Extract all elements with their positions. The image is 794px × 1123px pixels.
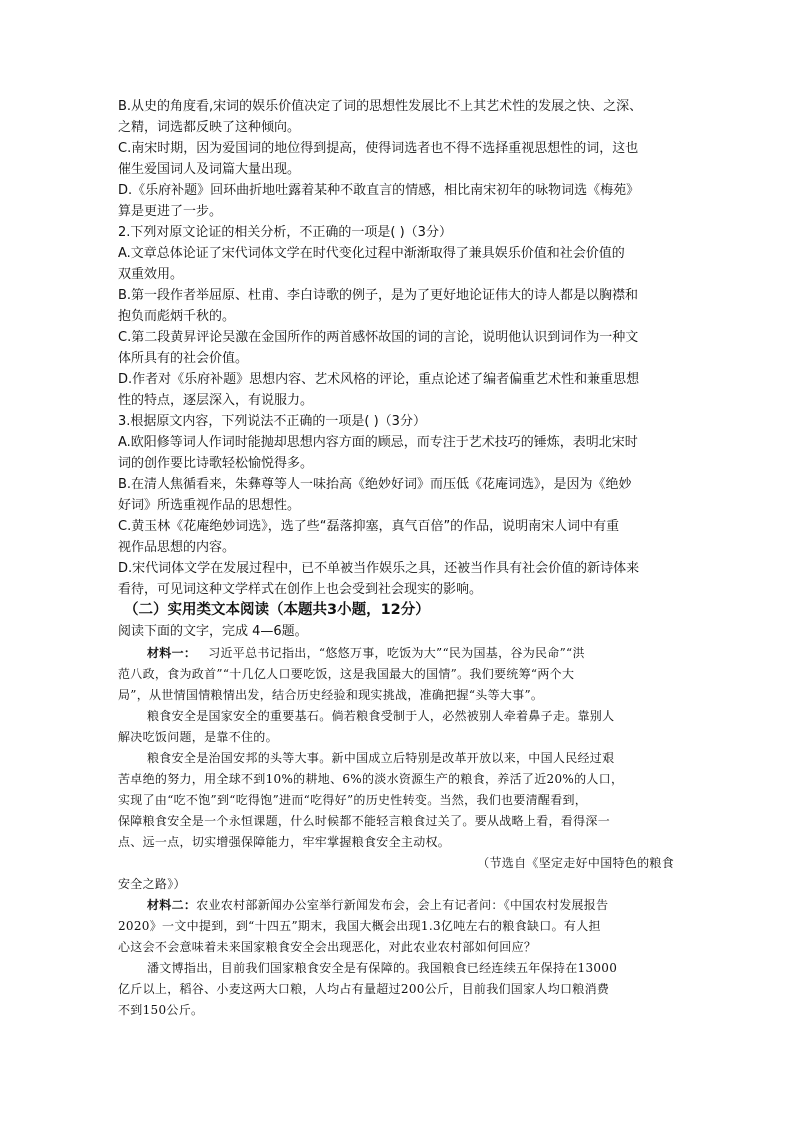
q3-option-a-line-2: 词的创作要比诗歌轻松愉悦得多。: [118, 456, 314, 471]
option-c-line-1: C.南宋时期，因为爱国词的地位得到提高，使得词选者也不得不选择重视思想性的词，这也: [118, 141, 639, 156]
q3-option-d-line-1: D.宋代词体文学在发展过程中，已不单被当作娱乐之具，还被当作具有社会价值的新诗体来: [118, 561, 640, 576]
material1-line-4: 粮食安全是国家安全的重要基石。倘若粮食受制于人，必然被别人牵着鼻子走。靠别人: [147, 709, 615, 723]
q3-option-c-line-1: C.黄玉林《花庵绝妙词选》，选了些“磊落抑塞，真气百倍”的作品，说明南宋人词中有重: [118, 519, 620, 534]
material1-source-1: （节选自《坚定走好中国特色的粮食: [477, 856, 674, 870]
q3-option-c-line-2: 视作品思想的内容。: [118, 540, 236, 555]
material1-first-line: [147, 645, 707, 661]
material2-line-3: 心这会不会意味着未来国家粮食安全会出现恶化，对此农业农村部如何回应？: [118, 940, 537, 954]
material1-line-6: 粮食安全是治国安邦的头等大事。新中国成立后特别是改革开放以来，中国人民经过艰: [147, 751, 615, 765]
material1-line-7: 苦卓绝的努力，用全球不到10%的耕地、6%的淡水资源生产的粮食，养活了近20%的人口，: [118, 772, 624, 786]
option-c-line-2: 催生爱国词人及词篇大量出现。: [118, 162, 301, 177]
material1-line-9: 保障粮食安全是一个永恒课题，什么时候都不能轻言粮食过关了。要从战略上看，看得深一: [118, 814, 611, 828]
q2-option-b-line-1: B.第一段作者举屈原、杜甫、李白诗歌的例子，是为了更好地论证伟大的诗人都是以胸襟和: [118, 288, 639, 303]
q3-option-b-line-2: 好词》所选重视作品的思想性。: [118, 498, 301, 513]
instruction: 阅读下面的文字，完成 4—6题。: [118, 624, 308, 639]
option-b-line-1: B.从史的角度看,宋词的娱乐价值决定了词的思想性发展比不上其艺术性的发展之快、之深、: [118, 99, 643, 114]
option-d-line-1: D.《乐府补题》回环曲折地吐露着某种不敢直言的情感，相比南宋初年的咏物词选《梅苑》: [118, 183, 640, 198]
option-b-line-2: 之精，词选都反映了这种倾向。: [118, 120, 301, 135]
q2-option-d-line-1: D.作者对《乐府补题》思想内容、艺术风格的评论，重点论述了编者偏重艺术性和兼重思想: [118, 372, 640, 387]
q2-option-a-line-2: 双重效用。: [118, 267, 184, 282]
q2-option-d-line-2: 性的特点，逐层深入，有说服力。: [118, 393, 314, 408]
option-d-line-2: 算是更进了一步。: [118, 204, 223, 219]
material2-line-6: 不到150公斤。: [118, 1003, 204, 1017]
section-heading: （二）实用类文本阅读（本题共3小题，12分）: [124, 602, 430, 618]
material1-label: 材料一：: [147, 646, 197, 660]
q2-option-b-line-2: 抱负而彪炳千秋的。: [118, 309, 236, 324]
material1-line-8: 实现了由“吃不饱”到“吃得饱”进而“吃得好”的历史性转变。当然，我们也要清醒看到，: [118, 793, 588, 807]
question-2: 2.下列对原文论证的相关分析，不正确的一项是( )（3分）: [118, 225, 452, 240]
q3-option-a-line-1: A.欧阳修等词人作词时能抛却思想内容方面的顾忌，而专注于艺术技巧的锤炼，表明北宋时: [118, 435, 638, 450]
material1-line-3: 局”，从世情国情粮情出发，结合历史经验和现实挑战，准确把握“头等大事”。: [118, 688, 544, 702]
material1-line-2: 范八政，食为政首”“十几亿人口要吃饭，这是我国最大的国情”。我们要统筹“两个大: [118, 667, 575, 681]
q3-option-d-line-2: 看待，可见词这种文学样式在创作上也会受到社会现实的影响。: [118, 582, 483, 597]
material2-line-1: 农业农村部新闻办公室举行新闻发布会，会上有记者问：《中国农村发展报告: [196, 898, 609, 912]
material1-source-2: 安全之路》）: [118, 877, 186, 891]
q2-option-c-line-1: C.第二段黄昇评论吴激在金国所作的两首感怀故国的词的言论，说明他认识到词作为一种文: [118, 330, 639, 345]
question-3: 3.根据原文内容，下列说法不正确的一项是( )（3分）: [118, 414, 426, 429]
material2-label: 材料二：: [147, 898, 197, 912]
material2-line-4: 潘文博指出，目前我们国家粮食安全是有保障的。我国粮食已经连续五年保持在13000: [147, 961, 618, 975]
material2-line-5: 亿斤以上，稻谷、小麦这两大口粮，人均占有量超过200公斤，目前我们国家人均口粮消费: [118, 982, 610, 996]
material1-line-10: 点、远一点，切实增强保障能力，牢牢掌握粮食安全主动权。: [118, 835, 451, 849]
q3-option-b-line-1: B.在清人焦循看来，朱彝尊等人一味抬高《绝妙好词》而压低《花庵词选》，是因为《绝妙: [118, 477, 632, 492]
material1-line-1: 习近平总书记指出，“悠悠万事，吃饭为大”“民为国基，谷为民命”“洪: [208, 646, 585, 660]
material1-line-5: 解决吃饭问题，是靠不住的。: [118, 730, 278, 744]
q2-option-a-line-1: A.文章总体论证了宋代词体文学在时代变化过程中渐渐取得了兼具娱乐价值和社会价值的: [118, 246, 625, 261]
material2-first-line: [147, 897, 707, 913]
material2-line-2: 2020》一文中提到，到“十四五”期末，我国大概会出现1.3亿吨左右的粮食缺口。有人担: [118, 919, 601, 933]
q2-option-c-line-2: 体所具有的社会价值。: [118, 351, 249, 366]
